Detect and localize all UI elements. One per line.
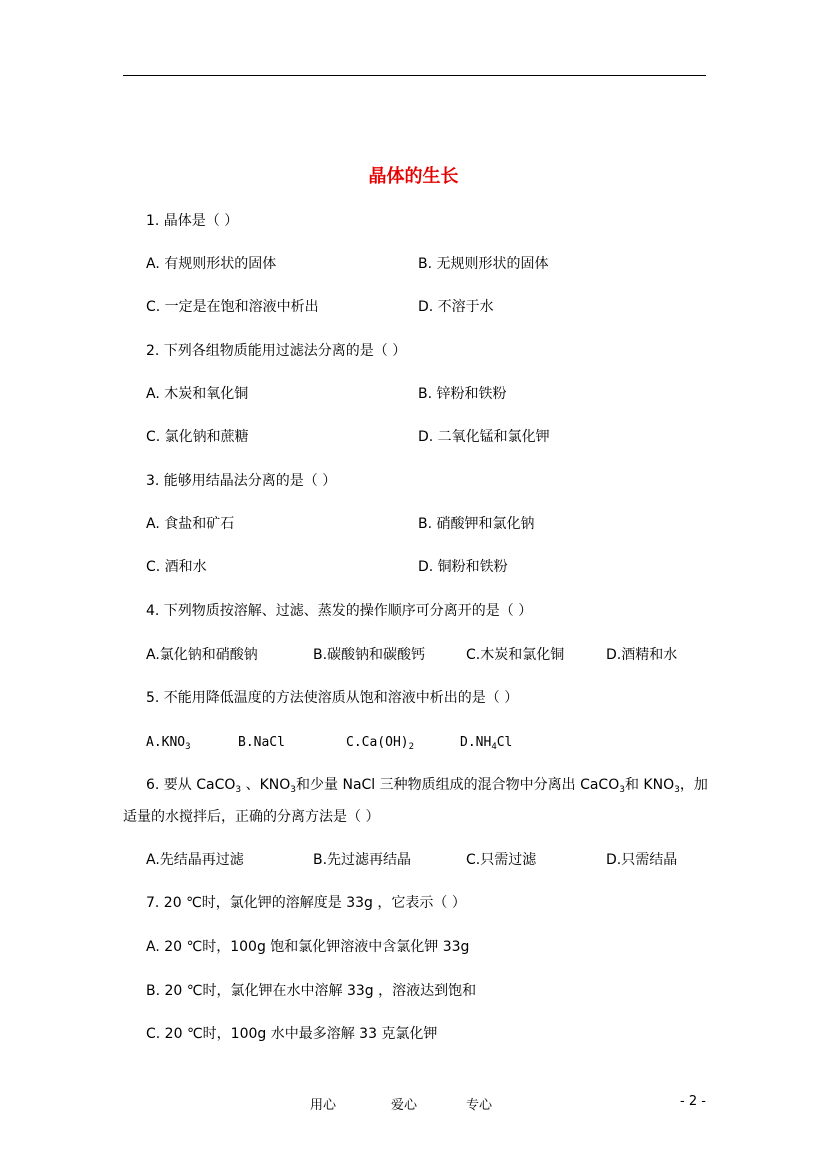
q2-option-d: D. 二氧化锰和氯化钾: [418, 429, 550, 445]
question-5-stem: 5. 不能用降低温度的方法使溶质从饱和溶液中析出的是（ ）: [146, 690, 519, 706]
q7-option-c: C. 20 ℃时，100g 水中最多溶解 33 克氯化钾: [146, 1026, 438, 1042]
q3-option-a: A. 食盐和矿石: [146, 516, 235, 532]
q1-option-b: B. 无规则形状的固体: [418, 256, 549, 272]
question-6-stem-line2: 适量的水搅拌后，正确的分离方法是（ ）: [123, 809, 380, 825]
footer-word-2: 爱心: [391, 1098, 418, 1113]
q4-option-c: C.木炭和氯化铜: [466, 647, 565, 663]
q4-option-b: B.碳酸钠和碳酸钙: [313, 647, 426, 663]
q6-option-a: A.先结晶再过滤: [146, 852, 244, 868]
question-7-stem: 7. 20 ℃时，氯化钾的溶解度是 33g ，它表示（ ）: [146, 895, 466, 911]
q5-option-d: $D.NH_4Cl$: [460, 735, 513, 752]
q3-option-c: C. 酒和水: [146, 559, 207, 575]
footer-word-1: 用心: [310, 1098, 337, 1113]
q2-option-a: A. 木炭和氧化铜: [146, 386, 249, 402]
q3-option-d: D. 铜粉和铁粉: [418, 559, 508, 575]
question-6-stem-line1: 6. 要从 CaCO$_3$ 、$KNO_3$和少量 NaCl 三种物质组成的混合物中分离出 CaCO$_3$和 $KNO_3$，加: [146, 777, 708, 795]
q6-option-b: B.先过滤再结晶: [313, 852, 412, 868]
page-number: - 2 -: [680, 1094, 706, 1109]
q7-option-b: B. 20 ℃时，氯化钾在水中溶解 33g ，溶液达到饱和: [146, 983, 477, 999]
q1-option-d: D. 不溶于水: [418, 299, 494, 315]
q6-option-c: C.只需过滤: [466, 852, 537, 868]
q5-option-c: $C.Ca(OH)_2$: [346, 735, 415, 752]
header-rule: [123, 75, 706, 76]
q4-option-a: A.氯化钠和硝酸钠: [146, 647, 258, 663]
q2-option-b: B. 锌粉和铁粉: [418, 386, 507, 402]
footer-word-3: 专心: [466, 1098, 493, 1113]
q7-option-a: A. 20 ℃时，100g 饱和氯化钾溶液中含氯化钾 33g: [146, 939, 470, 955]
q1-option-c: C. 一定是在饱和溶液中析出: [146, 299, 319, 315]
q5-option-b: B.NaCl: [238, 735, 285, 750]
question-3-stem: 3. 能够用结晶法分离的是（ ）: [146, 473, 337, 489]
q2-option-c: C. 氯化钠和蔗糖: [146, 429, 249, 445]
q3-option-b: B. 硝酸钾和氯化钠: [418, 516, 535, 532]
q5-option-a: $A.KNO_3$: [146, 735, 191, 752]
page-title: 晶体的生长: [368, 166, 459, 187]
question-2-stem: 2. 下列各组物质能用过滤法分离的是（ ）: [146, 343, 407, 359]
question-1-stem: 1. 晶体是（ ）: [146, 213, 239, 229]
q6-option-d: D.只需结晶: [606, 852, 678, 868]
question-4-stem: 4. 下列物质按溶解、过滤、蒸发的操作顺序可分离开的是（ ）: [146, 603, 533, 619]
q4-option-d: D.酒精和水: [606, 647, 678, 663]
q1-option-a: A. 有规则形状的固体: [146, 256, 277, 272]
